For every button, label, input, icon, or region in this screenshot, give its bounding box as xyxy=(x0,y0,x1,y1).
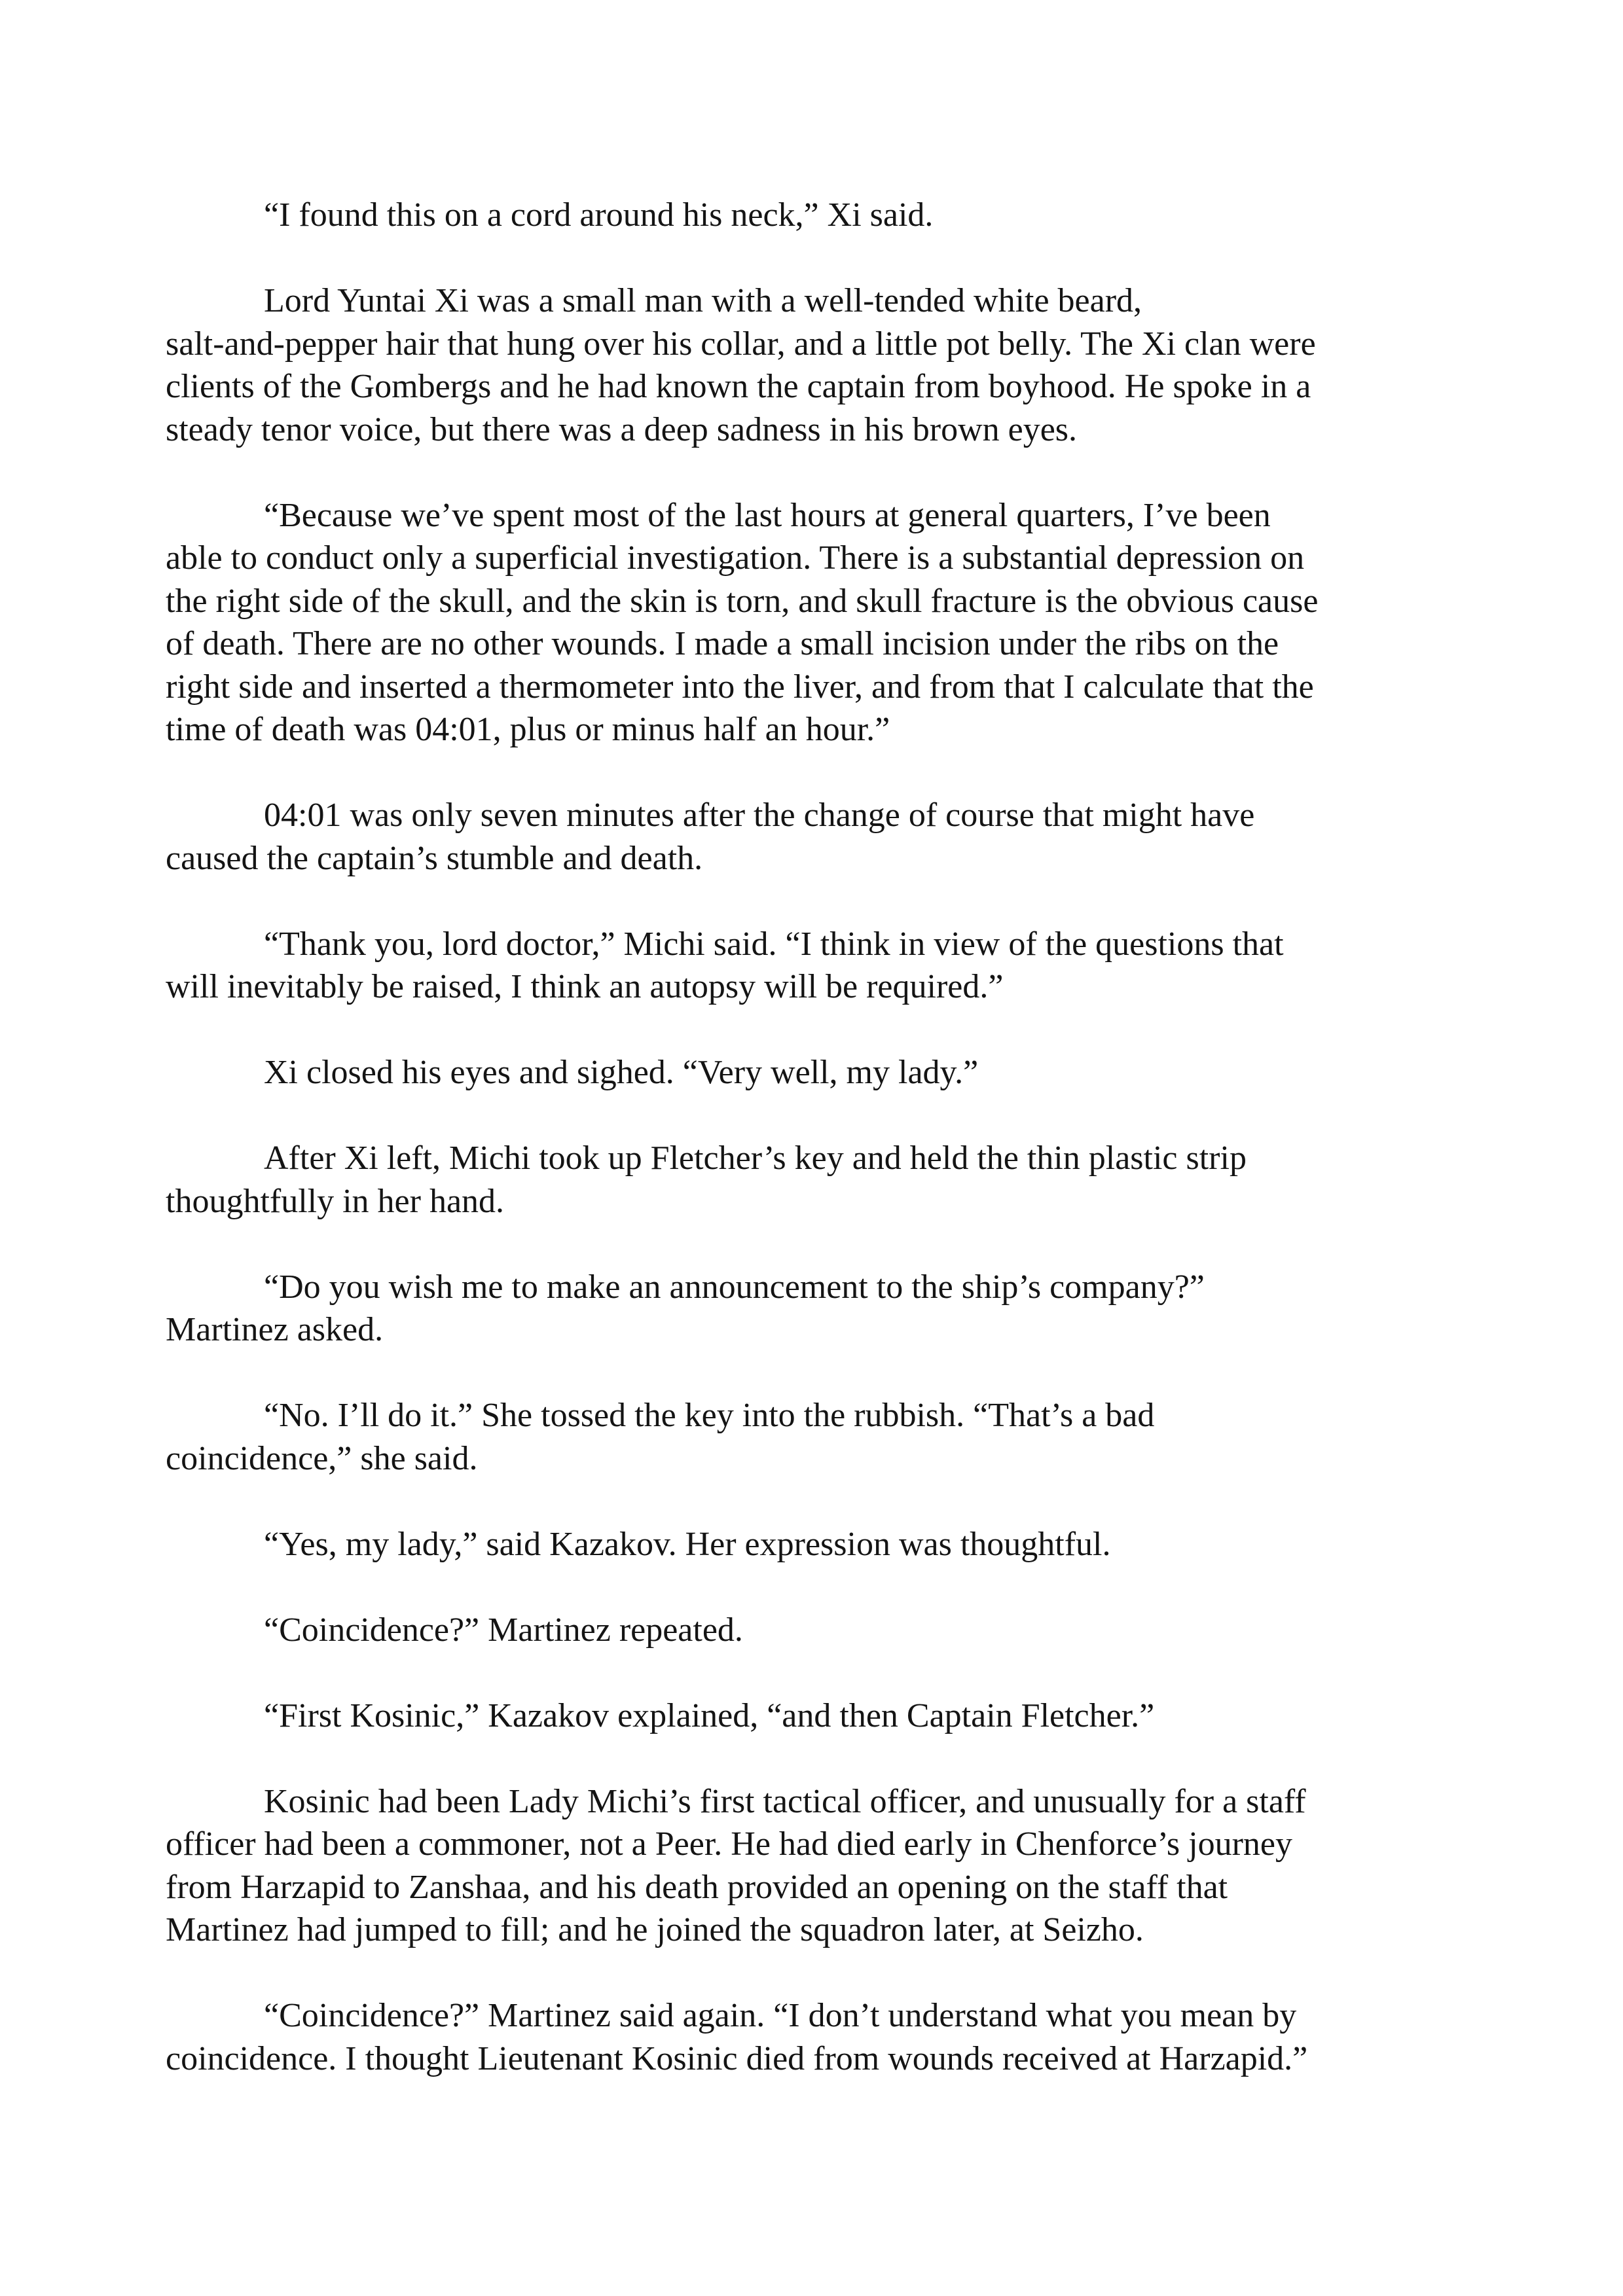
paragraph-11: “Coincidence?” Martinez repeated. xyxy=(264,1611,743,1649)
document-page xyxy=(166,194,1492,2080)
paragraph-2: Lord Yuntai Xi was a small man with a well-tended white beard, salt-and-pepper hair that hung over his collar, and a little pot belly. The Xi clan were clients of the Gombergs and he had known the captain from boyhood. He spoke in a steady tenor voice, but there was a deep sadness in his brown eyes. xyxy=(166,282,1316,448)
paragraph-5: “Thank you, lord doctor,” Michi said. “I think in view of the questions that will inevitably be raised, I think an autopsy will be required.” xyxy=(166,925,1284,1005)
paragraph-8: “Do you wish me to make an announcement to the ship’s company?” Martinez asked. xyxy=(166,1268,1205,1348)
paragraph-1: “I found this on a cord around his neck,” Xi said. xyxy=(264,196,934,234)
paragraph-4: 04:01 was only seven minutes after the change of course that might have caused the captain’s stumble and death. xyxy=(166,797,1255,877)
paragraph-12: “First Kosinic,” Kazakov explained, “and then Captain Fletcher.” xyxy=(264,1696,1155,1734)
paragraph-14: “Coincidence?” Martinez said again. “I don’t understand what you mean by coincidence. I thought Lieutenant Kosinic died from wounds received at Harzapid.” xyxy=(166,1997,1308,2077)
paragraph-6: Xi closed his eyes and sighed. “Very well, my lady.” xyxy=(264,1054,979,1091)
paragraph-7: After Xi left, Michi took up Fletcher’s key and held the thin plastic strip thoughtfully in her hand. xyxy=(166,1139,1247,1220)
paragraph-9: “No. I’ll do it.” She tossed the key into the rubbish. “That’s a bad coincidence,” she said. xyxy=(166,1397,1155,1477)
paragraph-10: “Yes, my lady,” said Kazakov. Her expression was thoughtful. xyxy=(264,1525,1111,1563)
paragraph-3: “Because we’ve spent most of the last hours at general quarters, I’ve been able to conduct only a superficial investigation. There is a substantial depression on the right side of the skull, and the skin is torn, and skull fracture is the obvious cause of death. There are no other wounds. I made a small incision under the ribs on the right side and inserted a thermometer into the liver, and from that I calculate that the time of death was 04:01, plus or minus half an hour.” xyxy=(166,496,1319,748)
paragraph-13: Kosinic had been Lady Michi’s first tactical officer, and unusually for a staff officer had been a commoner, not a Peer. He had died early in Chenforce’s journey from Harzapid to Zanshaa, and his death provided an opening on the staff that Martinez had jumped to fill; and he joined the squadron later, at Seizho. xyxy=(166,1782,1306,1948)
